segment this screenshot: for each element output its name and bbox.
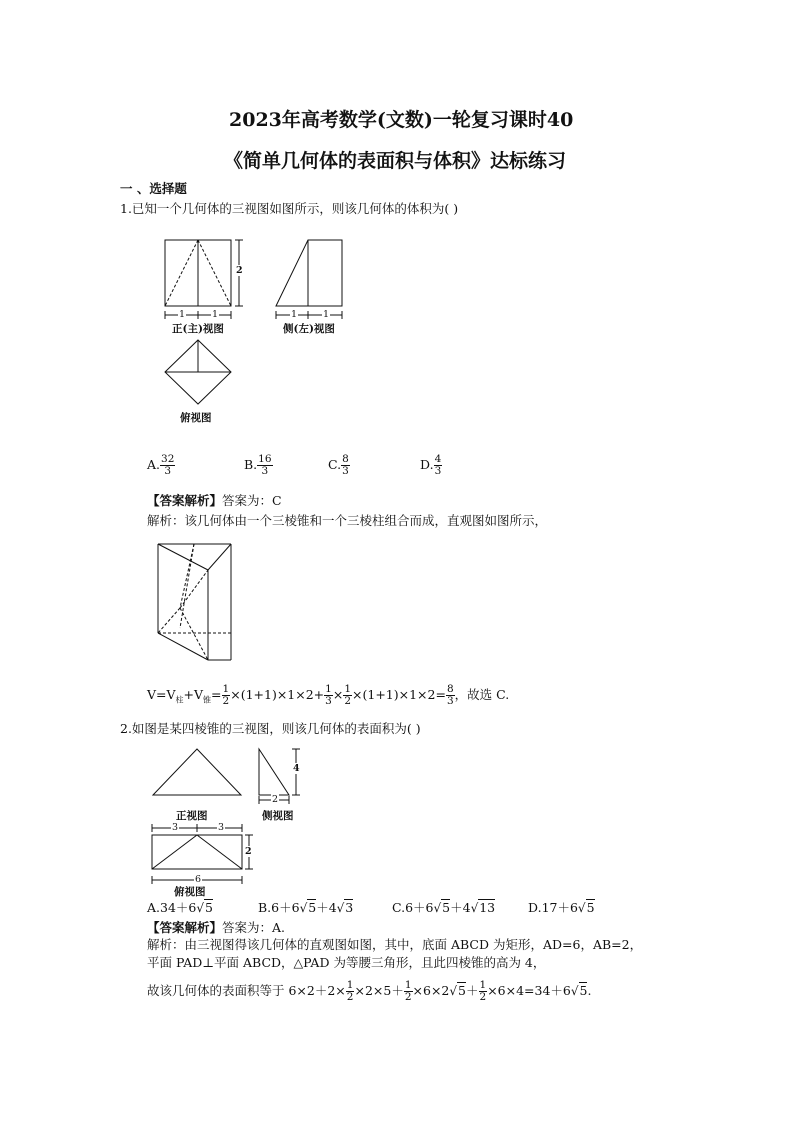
q2-option-d: D.17＋6√5: [528, 900, 595, 915]
title-line-2: 《简单几何体的表面积与体积》达标练习: [224, 150, 567, 172]
q2-front-label: 正视图: [176, 810, 208, 822]
q2-option-a: A.34＋6√5: [147, 900, 213, 915]
q2-option-c: C.6＋6√5＋4√13: [392, 900, 496, 915]
q1-front-dim-right: 1: [212, 309, 219, 320]
q1-top-label: 俯视图: [180, 412, 212, 424]
q1-front-view: [150, 230, 260, 330]
q1-stem: 1.已知一个几何体的三视图如图所示，则该几何体的体积为( ): [120, 201, 459, 216]
q1-front-dim-left: 1: [179, 309, 186, 320]
q2-side-dim-base: 2: [272, 794, 279, 805]
q2-option-b: B.6＋6√5＋4√3: [258, 900, 354, 915]
q2-front-view: [150, 745, 250, 805]
section-heading: 一 、选择题: [120, 181, 187, 196]
q1-front-label: 正(主)视图: [172, 323, 224, 335]
q1-top-view: [160, 338, 240, 408]
q2-explanation-3: 故该几何体的表面积等于 6×2＋2× $\frac{1}{2}$ ×2×5＋ $\frac{1}{2}$ ×6×2√5＋ $\frac{1}{2}$ ×6×4=34＋6√5.: [147, 979, 592, 1003]
q2-top-label: 俯视图: [174, 886, 206, 898]
q1-side-dim-left: 1: [291, 309, 298, 320]
q2-side-dim-height: 4: [293, 763, 300, 774]
q1-explanation: 解析：该几何体由一个三棱锥和一个三棱柱组合而成，直观图如图所示，: [147, 513, 548, 528]
q1-solid-figure: [150, 538, 250, 668]
q2-side-label: 侧视图: [262, 810, 294, 822]
q1-side-view: [270, 230, 360, 330]
q2-top-dim-width: 6: [195, 874, 202, 885]
q2-top-dim-height: 2: [245, 846, 252, 857]
q2-explanation-2: 平面 PAD⊥平面 ABCD，△PAD 为等腰三角形，且此四棱锥的高为 4，: [147, 955, 546, 970]
q1-formula: $V=V_柱+V_锥=$ $\frac{1}{2}$ ×(1+1)×1×2+ $\frac{1}{3}$ × $\frac{1}{2}$ ×(1+1)×1×2= $\frac{8}{3}$ ，故选 C.: [147, 683, 510, 707]
q2-top-dim-left: 3: [172, 822, 179, 833]
q1-side-dim-right: 1: [323, 309, 330, 320]
q2-answer: 【答案解析】答案为：A.: [147, 920, 286, 935]
q2-stem: 2.如图是某四棱锥的三视图，则该几何体的表面积为( ): [120, 721, 421, 736]
q1-option-a: A. $\frac{32}{3}$: [147, 453, 175, 477]
q1-answer: 【答案解析】答案为：C: [147, 493, 282, 508]
q2-explanation-1: 解析：由三视图得该几何体的直观图如图，其中，底面 ABCD 为矩形，AD=6，AB=2，: [147, 937, 643, 952]
q1-front-dim-height: 2: [236, 265, 243, 276]
q2-top-dim-right: 3: [218, 822, 225, 833]
q1-side-label: 侧(左)视图: [283, 323, 335, 335]
q2-side-view: [255, 745, 315, 805]
q1-option-b: B. $\frac{16}{3}$: [244, 453, 272, 477]
q1-option-d: D. $\frac{4}{3}$: [420, 453, 442, 477]
q1-option-c: C. $\frac{8}{3}$: [328, 453, 349, 477]
title-line-1: 2023年高考数学(文数)一轮复习课时40: [229, 109, 574, 131]
